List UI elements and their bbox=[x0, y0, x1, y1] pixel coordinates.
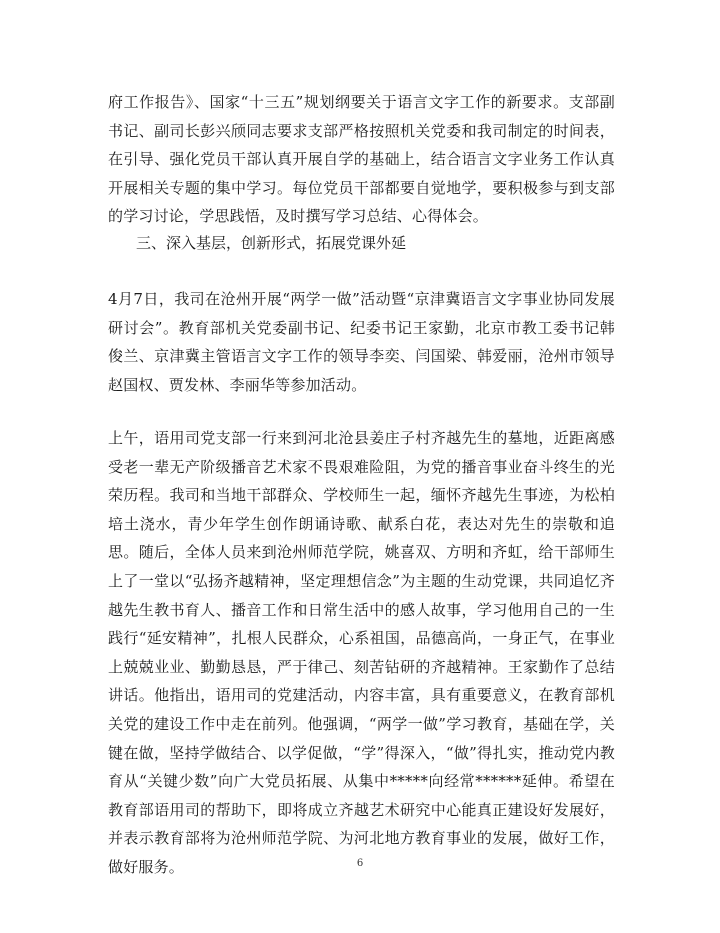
page-number: 6 bbox=[356, 858, 364, 869]
paragraph-morning-activities: 上午，语用司党支部一行来到河北沧县姜庄子村齐越先生的墓地，近距离感受老一辈无产阶级播音艺术家不畏艰难险阻，为党的播音事业奋斗终生的光荣历程。我司和当地干部群众、学校师生一起，缅怀齐越先生事迹，为松柏培土浇水，青少年学生创作朗诵诗歌、献系白花，表达对先生的崇敬和追思。随后，全体人员来到沧州师范学院，姚喜双、方明和齐虹，给干部师生上了一堂以“弘扬齐越精神，坚定理想信念”为主题的生动党课，共同追忆齐越先生教书育人、播音工作和日常生活中的感人故事，学习他用自己的一生践行“延安精神”，扎根人民群众，心系祖国，品德高尚，一身正气，在事业上兢兢业业、勤勤恳恳，严于律己、刻苦钻研的齐越精神。王家勤作了总结讲话。他指出，语用司的党建活动，内容丰富，具有重要意义，在教育部机关党的建设工作中走在前列。他强调，“两学一做”学习教育，基础在学，关键在做，坚持学做结合、以学促做，“学”得深入，“做”得扎实，推动党内教育从“关键少数”向广大党员拓展、从集中*****向经常******延伸。希望在教育部语用司的帮助下，即将成立齐越艺术研究中心能真正建设好发展好，并表示教育部将为沧州师范学院、为河北地方教育事业的发展，做好工作，做好服务。 bbox=[108, 429, 615, 876]
paragraph-event-overview: 4月7日，我司在沧州开展“两学一做”活动暨“京津冀语言文字事业协同发展研讨会”。教育部机关党委副书记、纪委书记王家勤，北京市教工委书记韩俊兰、京津冀主管语言文字工作的领导李奕、闫国梁、韩爱丽，沧州市领导赵国权、贾发林、李丽华等参加活动。 bbox=[108, 290, 615, 394]
paragraph-study-requirements: 府工作报告》、国家“十三五”规划纲要关于语言文字工作的新要求。支部副书记、副司长彭兴颀同志要求支部严格按照机关党委和我司制定的时间表，在引导、强化党员干部认真开展自学的基础上，结合语言文字业务工作认真开展相关专题的集中学习。每位党员干部都要自觉地学，要积极参与到支部的学习讨论，学思践悟，及时撰写学习总结、心得体会。 bbox=[108, 93, 615, 226]
section-heading: 三、深入基层，创新形式，拓展党课外延 bbox=[136, 234, 407, 252]
